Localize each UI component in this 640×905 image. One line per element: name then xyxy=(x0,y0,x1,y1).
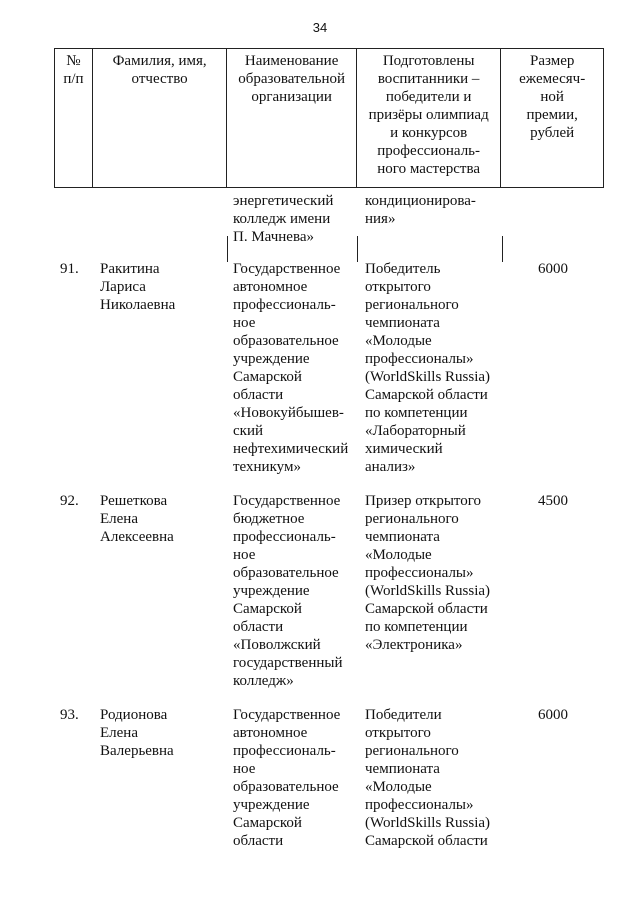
row-achievement: Победитель открытого регионального чемпионата «Молодые профессионалы» (WorldSkills Russia) Самарской области по компетенции «Лабораторный химический анализ» xyxy=(365,261,491,475)
row-num: 92. xyxy=(60,493,79,509)
page-number: 34 xyxy=(312,20,328,35)
continuation-org: энергетический колледж имени П. Мачнева» xyxy=(233,193,334,245)
column-divider xyxy=(502,236,503,262)
continuation-row xyxy=(54,188,604,260)
header-num: № п/п xyxy=(55,49,93,187)
table-row xyxy=(54,706,604,856)
row-num: 91. xyxy=(60,261,79,277)
row-name: Родионова Елена Валерьевна xyxy=(100,707,174,759)
column-divider xyxy=(227,236,228,262)
column-divider xyxy=(357,236,358,262)
row-org: Государственное автономное профессиональ- ное образовательное учреждение Самарской области xyxy=(233,707,341,849)
header-name: Фамилия, имя, отчество xyxy=(93,49,228,187)
row-org: Государственное автономное профессиональ- ное образовательное учреждение Самарской области «Новокуйбышев- ский нефтехимический техникум» xyxy=(233,261,349,475)
row-prize: 6000 xyxy=(538,707,568,723)
row-prize: 4500 xyxy=(538,493,568,509)
header-prize: Размер ежемесяч- ной премии, рублей xyxy=(519,53,586,141)
row-name: Решеткова Елена Алексеевна xyxy=(100,493,174,545)
row-name: Ракитина Лариса Николаевна xyxy=(100,261,176,313)
continuation-achievement: кондиционирова- ния» xyxy=(365,193,476,227)
table-row xyxy=(54,492,604,706)
row-achievement: Призер открытого регионального чемпионата «Молодые профессионалы» (WorldSkills Russia) Самарской области по компетенции «Электроника» xyxy=(365,493,491,653)
row-num: 93. xyxy=(60,707,79,723)
header-achievement: Подготовлены воспитанники – победители и призёры олимпиад и конкурсов профессиональ- ного мастерства xyxy=(357,49,501,187)
row-achievement: Победители открытого регионального чемпионата «Молодые профессионалы» (WorldSkills Russia) Самарской области xyxy=(365,707,491,849)
row-prize: 6000 xyxy=(538,261,568,277)
awards-table xyxy=(54,48,604,856)
row-org: Государственное бюджетное профессиональ- ное образовательное учреждение Самарской области «Поволжский государственный колледж» xyxy=(233,493,343,689)
table-row xyxy=(54,260,604,492)
table-header xyxy=(54,48,604,188)
header-org: Наименование образовательной организации xyxy=(227,49,357,187)
